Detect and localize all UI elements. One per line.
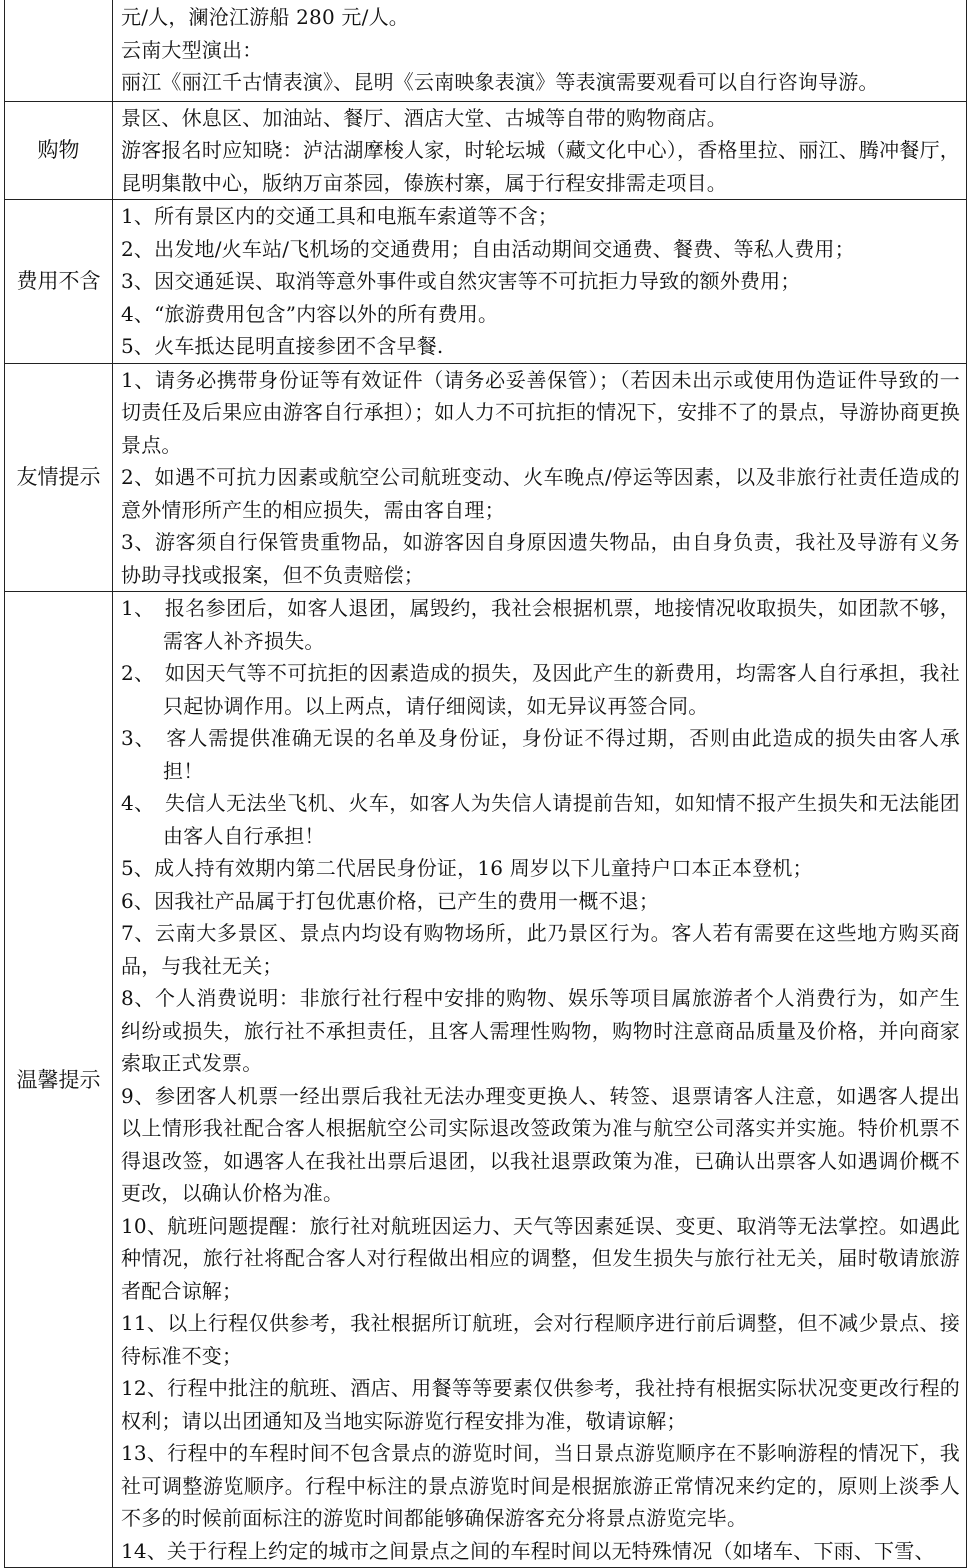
- text-line: 元/人，澜沧江游船 280 元/人。: [121, 5, 409, 29]
- text-paragraph: 2、如遇不可抗力因素或航空公司航班变动、火车晚点/停运等因素，以及非旅行社责任造成的意外情形所产生的相应损失，需由客自理；: [121, 465, 960, 522]
- text-paragraph: 1、请务必携带身份证等有效证件（请务必妥善保管）；（若因未出示或使用伪造证件导致的一切责任及后果应由游客自行承担）；如人力不可抗拒的情况下，安排不了的景点，导游协商更换景点。: [121, 367, 960, 457]
- row-label: 费用不含: [5, 200, 113, 364]
- text-paragraph: 13、行程中的车程时间不包含景点的游览时间，当日景点游览顺序在不影响游程的情况下，我社可调整游览顺序。行程中标注的景点游览时间是根据旅游正常情况来约定的，原则上淡季人不多的时候前面标注的游览时间都能够确保游客充分将景点游览完毕。: [121, 1441, 960, 1530]
- text-line: 1、所有景区内的交通工具和电瓶车索道等不含；: [121, 204, 559, 228]
- text-paragraph: 12、行程中批注的航班、酒店、用餐等等要素仅供参考，我社持有根据实际状况变更改行程的权利；请以出团通知及当地实际游览行程安排为准，敬请谅解；: [121, 1376, 960, 1433]
- row-label: [5, 0, 113, 101]
- row-content: [113, 101, 967, 200]
- text-paragraph: 2、 如因天气等不可抗拒的因素造成的损失，及因此产生的新费用，均需客人自行承担，我社只起协调作用。以上两点，请仔细阅读，如无异议再签合同。: [121, 661, 960, 718]
- text-paragraph: 3、游客须自行保管贵重物品，如游客因自身原因遗失物品，由自身负责，我社及导游有义务协助寻找或报案，但不负责赔偿；: [121, 530, 960, 587]
- text-line: 2、出发地/火车站/飞机场的交通费用；自由活动期间交通费、餐费、等私人费用；: [121, 236, 855, 261]
- row-content: [113, 200, 967, 364]
- text-paragraph: 5、成人持有效期内第二代居民身份证，16 周岁以下儿童持户口本正本登机；: [121, 856, 813, 880]
- row-label: 温馨提示: [5, 592, 113, 1568]
- text-paragraph: 3、 客人需提供准确无误的名单及身份证，身份证不得过期，否则由此造成的损失由客人承担！: [121, 726, 960, 783]
- text-paragraph: 8、个人消费说明：非旅行社行程中安排的购物、娱乐等项目属旅游者个人消费行为，如产生纠纷或损失，旅行社不承担责任，且客人需理性购物，购物时注意商品质量及价格，并向商家索取正式发票。: [121, 986, 960, 1075]
- text-paragraph: 游客报名时应知晓：泸沽湖摩梭人家，时轮坛城（藏文化中心），香格里拉、丽江、腾冲餐厅，昆明集散中心，版纳万亩茶园，傣族村寨，属于行程安排需走项目。: [121, 138, 960, 195]
- table-row-friendly-tips: [5, 363, 967, 592]
- text-line: 景区、休息区、加油站、餐厅、酒店大堂、古城等自带的购物商店。: [121, 105, 727, 130]
- text-paragraph: 7、云南大多景区、景点内均设有购物场所，此乃景区行为。客人若有需要在这些地方购买商品，与我社无关；: [121, 921, 960, 978]
- text-paragraph: 9、参团客人机票一经出票后我社无法办理变更换人、转签、退票请客人注意，如遇客人提出以上情形我社配合客人根据航空公司实际退改签政策为准与航空公司落实并实施。特价机票不得退改签，如遇客人在我社出票后退团，以我社退票政策为准，已确认出票客人如遇调价概不更改，以确认价格为准。: [121, 1083, 960, 1205]
- table-row-performances: [5, 0, 967, 101]
- row-content: [113, 363, 967, 592]
- row-label: 友情提示: [5, 363, 113, 592]
- text-paragraph: 1、 报名参团后，如客人退团，属毁约，我社会根据机票，地接情况收取损失，如团款不够，需客人补齐损失。: [121, 596, 960, 653]
- text-line: 丽江《丽江千古情表演》、昆明《云南映象表演》等表演需要观看可以自行咨询导游。: [121, 70, 879, 94]
- text-paragraph: 4、 失信人无法坐飞机、火车，如客人为失信人请提前告知，如知情不报产生损失和无法能团由客人自行承担！: [121, 791, 960, 848]
- text-paragraph: 11、以上行程仅供参考，我社根据所订航班，会对行程顺序进行前后调整，但不减少景点、接待标准不变；: [121, 1311, 960, 1368]
- row-content: [113, 0, 967, 101]
- text-line: 14、关于行程上约定的城市之间景点之间的车程时间以无特殊情况（如堵车、下雨、下雪、: [121, 1538, 935, 1563]
- table-row-shopping: [5, 101, 967, 200]
- table-row-costs-excluded: [5, 200, 967, 364]
- text-paragraph: 6、因我社产品属于打包优惠价格，已产生的费用一概不退；: [121, 888, 660, 913]
- text-line: 云南大型演出：: [121, 37, 263, 62]
- text-line: 5、火车抵达昆明直接参团不含早餐.: [121, 334, 444, 358]
- row-label: 购物: [5, 101, 113, 200]
- row-content: [113, 592, 967, 1568]
- text-line: 3、因交通延误、取消等意外事件或自然灾害等不可抗拒力导致的额外费用；: [121, 269, 801, 293]
- table-row-warm-tips: [5, 592, 967, 1568]
- text-line: 4、“旅游费用包含”内容以外的所有费用。: [121, 301, 499, 326]
- text-paragraph: 10、航班问题提醒：旅行社对航班因运力、天气等因素延误、变更、取消等无法掌控。如遇此种情况，旅行社将配合客人对行程做出相应的调整，但发生损失与旅行社无关，届时敬请旅游者配合谅解；: [121, 1213, 960, 1303]
- itinerary-notes-table: [4, 0, 967, 1568]
